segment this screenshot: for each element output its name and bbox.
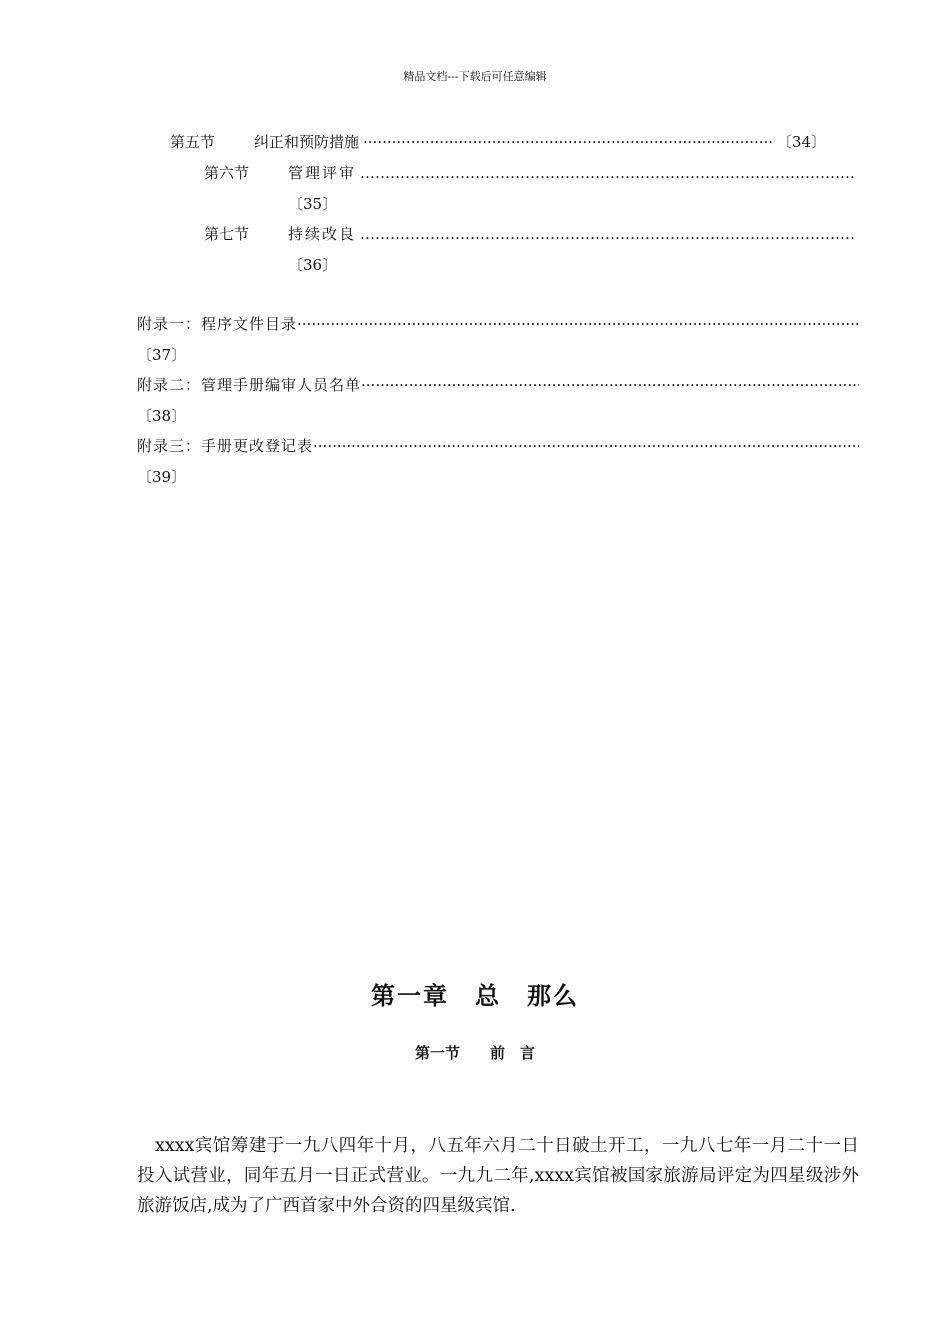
section-title: 第一节 前 言: [414, 1044, 535, 1062]
toc-appendix-title: 附录三：手册更改登记表: [137, 437, 314, 455]
toc-section-number: 第五节: [170, 133, 216, 151]
toc-page-number: 〔34〕: [776, 133, 826, 151]
toc-entry-section-5[interactable]: [170, 132, 826, 152]
toc-leader-dots: [360, 163, 856, 183]
toc-page-number: 〔37〕: [137, 346, 187, 364]
toc-section-title: 持续改良: [288, 225, 357, 243]
toc-entry-section-7[interactable]: [204, 224, 860, 244]
toc-leader-dots: [360, 224, 856, 244]
body-paragraph: xxxx宾馆筹建于一九八四年十月，八五年六月二十日破土开工，一九八七年一月二十一日投入试营业，同年五月一日正式营业。一九九二年,xxxx宾馆被国家旅游局评定为四星级涉外旅游饭店,成为了广西首家中外合资的四星级宾馆.: [137, 1136, 859, 1216]
toc-appendix-title: 附录一：程序文件目录: [137, 315, 298, 333]
toc-page-number: 〔35〕: [288, 195, 338, 213]
toc-page-number: 〔39〕: [137, 468, 187, 486]
toc-leader-dots: [361, 375, 859, 395]
toc-leader-dots: [297, 314, 859, 334]
toc-entry-appendix-2[interactable]: [137, 375, 859, 395]
toc-section-title: 管理评审: [288, 164, 357, 182]
toc-entry-appendix-1[interactable]: [137, 314, 859, 334]
toc-section-number: 第七节: [204, 225, 250, 243]
toc-leader-dots: [313, 436, 859, 456]
toc-appendix-title: 附录二：管理手册编审人员名单: [137, 376, 362, 394]
page-header: 精品文档---下载后可任意编辑: [403, 70, 547, 83]
chapter-title: 第一章 总 那么: [371, 982, 579, 1010]
toc-page-number: 〔36〕: [288, 256, 338, 274]
toc-leader-dots: [363, 132, 773, 152]
toc-entry-section-6[interactable]: [204, 163, 860, 183]
toc-page-number: 〔38〕: [137, 407, 187, 425]
toc-section-number: 第六节: [204, 164, 250, 182]
toc-section-title: 纠正和预防措施: [254, 133, 360, 151]
toc-entry-appendix-3[interactable]: [137, 436, 859, 456]
